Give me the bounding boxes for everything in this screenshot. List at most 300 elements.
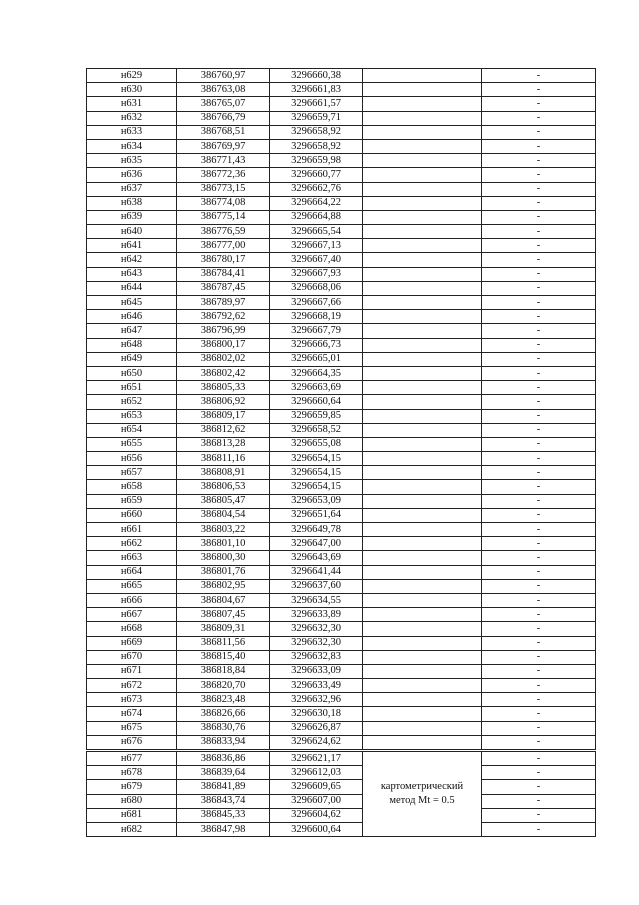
note-cell: - (482, 751, 596, 766)
method-cell (363, 523, 482, 537)
table-row (87, 452, 596, 466)
point-id-cell: н630 (87, 83, 177, 97)
method-cell (363, 154, 482, 168)
table-row (87, 154, 596, 168)
method-cell (363, 182, 482, 196)
y-coordinate-cell: 3296664,35 (270, 366, 363, 380)
x-coordinate-cell: 386845,33 (177, 808, 270, 822)
point-id-cell: н632 (87, 111, 177, 125)
method-cell (363, 423, 482, 437)
y-coordinate-cell: 3296641,44 (270, 565, 363, 579)
table-row (87, 494, 596, 508)
y-coordinate-cell: 3296633,09 (270, 664, 363, 678)
point-id-cell: н650 (87, 366, 177, 380)
point-id-cell: н660 (87, 508, 177, 522)
method-cell (363, 664, 482, 678)
y-coordinate-cell: 3296661,83 (270, 83, 363, 97)
y-coordinate-cell: 3296668,06 (270, 281, 363, 295)
method-cell (363, 766, 482, 780)
y-coordinate-cell: 3296649,78 (270, 523, 363, 537)
point-id-cell: н662 (87, 537, 177, 551)
table-row (87, 735, 596, 750)
y-coordinate-cell: 3296667,40 (270, 253, 363, 267)
method-cell (363, 97, 482, 111)
table-row (87, 111, 596, 125)
table-row (87, 707, 596, 721)
note-cell: - (482, 210, 596, 224)
x-coordinate-cell: 386811,16 (177, 452, 270, 466)
x-coordinate-cell: 386808,91 (177, 466, 270, 480)
point-id-cell: н668 (87, 622, 177, 636)
table-row (87, 822, 596, 836)
table-row (87, 437, 596, 451)
point-id-cell: н644 (87, 281, 177, 295)
point-id-cell: н639 (87, 210, 177, 224)
document-page (86, 68, 590, 837)
x-coordinate-cell: 386789,97 (177, 296, 270, 310)
table-row (87, 650, 596, 664)
note-cell: - (482, 780, 596, 794)
y-coordinate-cell: 3296660,77 (270, 168, 363, 182)
table-row (87, 239, 596, 253)
note-cell: - (482, 225, 596, 239)
method-cell (363, 735, 482, 750)
table-row (87, 551, 596, 565)
note-cell: - (482, 366, 596, 380)
point-id-cell: н653 (87, 409, 177, 423)
table-row (87, 751, 596, 766)
x-coordinate-cell: 386792,62 (177, 310, 270, 324)
table-row (87, 352, 596, 366)
point-id-cell: н678 (87, 766, 177, 780)
table-row (87, 97, 596, 111)
x-coordinate-cell: 386775,14 (177, 210, 270, 224)
method-cell (363, 551, 482, 565)
y-coordinate-cell: 3296654,15 (270, 480, 363, 494)
table-row (87, 622, 596, 636)
point-id-cell: н681 (87, 808, 177, 822)
method-cell (363, 310, 482, 324)
method-cell (363, 225, 482, 239)
y-coordinate-cell: 3296654,15 (270, 466, 363, 480)
table-row (87, 296, 596, 310)
point-id-cell: н638 (87, 196, 177, 210)
point-id-cell: н648 (87, 338, 177, 352)
method-cell (363, 168, 482, 182)
point-id-cell: н647 (87, 324, 177, 338)
note-cell: - (482, 579, 596, 593)
table-row (87, 608, 596, 622)
method-cell (363, 593, 482, 607)
table-row (87, 310, 596, 324)
table-row (87, 423, 596, 437)
table-row (87, 69, 596, 83)
x-coordinate-cell: 386800,30 (177, 551, 270, 565)
method-cell (363, 466, 482, 480)
note-cell: - (482, 338, 596, 352)
note-cell: - (482, 69, 596, 83)
note-cell: - (482, 83, 596, 97)
y-coordinate-cell: 3296660,64 (270, 395, 363, 409)
y-coordinate-cell: 3296667,13 (270, 239, 363, 253)
y-coordinate-cell: 3296637,60 (270, 579, 363, 593)
table-row (87, 210, 596, 224)
note-cell: - (482, 523, 596, 537)
x-coordinate-cell: 386763,08 (177, 83, 270, 97)
point-id-cell: н643 (87, 267, 177, 281)
y-coordinate-cell: 3296651,64 (270, 508, 363, 522)
point-id-cell: н659 (87, 494, 177, 508)
note-cell: - (482, 636, 596, 650)
table-row (87, 366, 596, 380)
table-row (87, 267, 596, 281)
note-cell: - (482, 735, 596, 750)
x-coordinate-cell: 386807,45 (177, 608, 270, 622)
x-coordinate-cell: 386772,36 (177, 168, 270, 182)
point-id-cell: н669 (87, 636, 177, 650)
y-coordinate-cell: 3296661,57 (270, 97, 363, 111)
y-coordinate-cell: 3296667,66 (270, 296, 363, 310)
table-row (87, 225, 596, 239)
method-cell (363, 679, 482, 693)
point-id-cell: н680 (87, 794, 177, 808)
note-cell: - (482, 154, 596, 168)
y-coordinate-cell: 3296658,52 (270, 423, 363, 437)
method-cell (363, 808, 482, 822)
x-coordinate-cell: 386784,41 (177, 267, 270, 281)
y-coordinate-cell: 3296659,85 (270, 409, 363, 423)
note-cell: - (482, 593, 596, 607)
x-coordinate-cell: 386809,17 (177, 409, 270, 423)
method-cell (363, 239, 482, 253)
note-cell: - (482, 664, 596, 678)
method-cell (363, 267, 482, 281)
method-cell (363, 253, 482, 267)
table-row (87, 593, 596, 607)
note-cell: - (482, 125, 596, 139)
x-coordinate-cell: 386806,53 (177, 480, 270, 494)
method-cell (363, 494, 482, 508)
method-cell (363, 352, 482, 366)
method-cell (363, 565, 482, 579)
point-id-cell: н674 (87, 707, 177, 721)
point-id-cell: н634 (87, 139, 177, 153)
x-coordinate-cell: 386776,59 (177, 225, 270, 239)
table-row (87, 579, 596, 593)
note-cell: - (482, 693, 596, 707)
method-cell (363, 210, 482, 224)
note-cell: - (482, 196, 596, 210)
table-row (87, 766, 596, 780)
point-id-cell: н666 (87, 593, 177, 607)
table-row (87, 83, 596, 97)
method-cell (363, 111, 482, 125)
table-row (87, 196, 596, 210)
point-id-cell: н649 (87, 352, 177, 366)
point-id-cell: н652 (87, 395, 177, 409)
x-coordinate-cell: 386843,74 (177, 794, 270, 808)
x-coordinate-cell: 386805,33 (177, 381, 270, 395)
note-cell: - (482, 253, 596, 267)
x-coordinate-cell: 386836,86 (177, 751, 270, 766)
x-coordinate-cell: 386768,51 (177, 125, 270, 139)
y-coordinate-cell: 3296632,30 (270, 622, 363, 636)
x-coordinate-cell: 386811,56 (177, 636, 270, 650)
point-id-cell: н631 (87, 97, 177, 111)
method-cell (363, 508, 482, 522)
y-coordinate-cell: 3296607,00 (270, 794, 363, 808)
method-cell (363, 537, 482, 551)
note-cell: - (482, 466, 596, 480)
y-coordinate-cell: 3296630,18 (270, 707, 363, 721)
method-cell (363, 608, 482, 622)
method-cell (363, 780, 482, 794)
point-id-cell: н657 (87, 466, 177, 480)
y-coordinate-cell: 3296668,19 (270, 310, 363, 324)
note-cell: - (482, 267, 596, 281)
method-text-line-1: картометрический (380, 780, 464, 792)
note-cell: - (482, 437, 596, 451)
y-coordinate-cell: 3296659,71 (270, 111, 363, 125)
method-cell (363, 721, 482, 735)
table-row (87, 679, 596, 693)
point-id-cell: н636 (87, 168, 177, 182)
y-coordinate-cell: 3296624,62 (270, 735, 363, 750)
method-cell (363, 452, 482, 466)
point-id-cell: н633 (87, 125, 177, 139)
table-row (87, 182, 596, 196)
y-coordinate-cell: 3296654,15 (270, 452, 363, 466)
point-id-cell: н642 (87, 253, 177, 267)
note-cell: - (482, 650, 596, 664)
point-id-cell: н667 (87, 608, 177, 622)
y-coordinate-cell: 3296659,98 (270, 154, 363, 168)
y-coordinate-cell: 3296634,55 (270, 593, 363, 607)
table-row (87, 508, 596, 522)
point-id-cell: н679 (87, 780, 177, 794)
y-coordinate-cell: 3296633,89 (270, 608, 363, 622)
x-coordinate-cell: 386833,94 (177, 735, 270, 750)
table-row (87, 565, 596, 579)
x-coordinate-cell: 386820,70 (177, 679, 270, 693)
note-cell: - (482, 565, 596, 579)
note-cell: - (482, 168, 596, 182)
note-cell: - (482, 423, 596, 437)
note-cell: - (482, 97, 596, 111)
note-cell: - (482, 551, 596, 565)
method-cell (363, 650, 482, 664)
method-cell (363, 69, 482, 83)
x-coordinate-cell: 386841,89 (177, 780, 270, 794)
table-row (87, 466, 596, 480)
note-cell: - (482, 111, 596, 125)
note-cell: - (482, 352, 596, 366)
point-id-cell: н673 (87, 693, 177, 707)
table-row (87, 537, 596, 551)
table-row (87, 409, 596, 423)
point-id-cell: н645 (87, 296, 177, 310)
y-coordinate-cell: 3296667,79 (270, 324, 363, 338)
note-cell: - (482, 395, 596, 409)
note-cell: - (482, 296, 596, 310)
y-coordinate-cell: 3296664,88 (270, 210, 363, 224)
note-cell: - (482, 707, 596, 721)
note-cell: - (482, 622, 596, 636)
note-cell: - (482, 494, 596, 508)
point-id-cell: н646 (87, 310, 177, 324)
note-cell: - (482, 608, 596, 622)
y-coordinate-cell: 3296658,92 (270, 125, 363, 139)
note-cell: - (482, 239, 596, 253)
table-row (87, 168, 596, 182)
point-id-cell: н641 (87, 239, 177, 253)
y-coordinate-cell: 3296633,49 (270, 679, 363, 693)
x-coordinate-cell: 386826,66 (177, 707, 270, 721)
note-cell: - (482, 324, 596, 338)
y-coordinate-cell: 3296655,08 (270, 437, 363, 451)
x-coordinate-cell: 386802,42 (177, 366, 270, 380)
point-id-cell: н677 (87, 751, 177, 766)
note-cell: - (482, 452, 596, 466)
point-id-cell: н682 (87, 822, 177, 836)
note-cell: - (482, 409, 596, 423)
y-coordinate-cell: 3296665,01 (270, 352, 363, 366)
coordinates-table (86, 68, 596, 837)
table-row (87, 721, 596, 735)
method-cell (363, 480, 482, 494)
point-id-cell: н664 (87, 565, 177, 579)
note-cell: - (482, 822, 596, 836)
y-coordinate-cell: 3296643,69 (270, 551, 363, 565)
y-coordinate-cell: 3296660,38 (270, 69, 363, 83)
point-id-cell: н671 (87, 664, 177, 678)
point-id-cell: н663 (87, 551, 177, 565)
table-row (87, 523, 596, 537)
note-cell: - (482, 679, 596, 693)
point-id-cell: н676 (87, 735, 177, 750)
method-cell (363, 707, 482, 721)
x-coordinate-cell: 386802,02 (177, 352, 270, 366)
method-cell (363, 381, 482, 395)
point-id-cell: н654 (87, 423, 177, 437)
method-cell (363, 139, 482, 153)
table-row (87, 636, 596, 650)
x-coordinate-cell: 386766,79 (177, 111, 270, 125)
y-coordinate-cell: 3296609,65 (270, 780, 363, 794)
table-row (87, 381, 596, 395)
y-coordinate-cell: 3296626,87 (270, 721, 363, 735)
table-row (87, 808, 596, 822)
y-coordinate-cell: 3296612,03 (270, 766, 363, 780)
note-cell: - (482, 537, 596, 551)
x-coordinate-cell: 386839,64 (177, 766, 270, 780)
x-coordinate-cell: 386801,10 (177, 537, 270, 551)
point-id-cell: н637 (87, 182, 177, 196)
table-row (87, 780, 596, 794)
x-coordinate-cell: 386823,48 (177, 693, 270, 707)
x-coordinate-cell: 386812,62 (177, 423, 270, 437)
note-cell: - (482, 139, 596, 153)
x-coordinate-cell: 386830,76 (177, 721, 270, 735)
method-cell (363, 338, 482, 352)
method-cell (363, 83, 482, 97)
method-text-line-2: метод Mt = 0.5 (389, 795, 455, 807)
method-cell (363, 125, 482, 139)
x-coordinate-cell: 386780,17 (177, 253, 270, 267)
table-row (87, 324, 596, 338)
y-coordinate-cell: 3296632,96 (270, 693, 363, 707)
note-cell: - (482, 381, 596, 395)
y-coordinate-cell: 3296665,54 (270, 225, 363, 239)
x-coordinate-cell: 386804,54 (177, 508, 270, 522)
table-row (87, 395, 596, 409)
table-row (87, 794, 596, 808)
x-coordinate-cell: 386760,97 (177, 69, 270, 83)
method-cell (363, 636, 482, 650)
table-row (87, 281, 596, 295)
point-id-cell: н635 (87, 154, 177, 168)
point-id-cell: н658 (87, 480, 177, 494)
method-cell (363, 296, 482, 310)
method-cell (363, 395, 482, 409)
y-coordinate-cell: 3296662,76 (270, 182, 363, 196)
note-cell: - (482, 808, 596, 822)
x-coordinate-cell: 386809,31 (177, 622, 270, 636)
point-id-cell: н661 (87, 523, 177, 537)
point-id-cell: н656 (87, 452, 177, 466)
y-coordinate-cell: 3296600,64 (270, 822, 363, 836)
point-id-cell: н640 (87, 225, 177, 239)
x-coordinate-cell: 386805,47 (177, 494, 270, 508)
y-coordinate-cell: 3296632,30 (270, 636, 363, 650)
point-id-cell: н651 (87, 381, 177, 395)
x-coordinate-cell: 386815,40 (177, 650, 270, 664)
y-coordinate-cell: 3296621,17 (270, 751, 363, 766)
x-coordinate-cell: 386774,08 (177, 196, 270, 210)
method-cell (363, 196, 482, 210)
point-id-cell: н665 (87, 579, 177, 593)
table-row (87, 664, 596, 678)
x-coordinate-cell: 386803,22 (177, 523, 270, 537)
point-id-cell: н672 (87, 679, 177, 693)
point-id-cell: н675 (87, 721, 177, 735)
y-coordinate-cell: 3296667,93 (270, 267, 363, 281)
y-coordinate-cell: 3296604,62 (270, 808, 363, 822)
method-cell (363, 693, 482, 707)
x-coordinate-cell: 386801,76 (177, 565, 270, 579)
table-row (87, 480, 596, 494)
y-coordinate-cell: 3296658,92 (270, 139, 363, 153)
y-coordinate-cell: 3296647,00 (270, 537, 363, 551)
y-coordinate-cell: 3296632,83 (270, 650, 363, 664)
x-coordinate-cell: 386777,00 (177, 239, 270, 253)
note-cell: - (482, 508, 596, 522)
method-cell (363, 794, 482, 808)
note-cell: - (482, 480, 596, 494)
point-id-cell: н629 (87, 69, 177, 83)
table-row (87, 139, 596, 153)
y-coordinate-cell: 3296653,09 (270, 494, 363, 508)
x-coordinate-cell: 386818,84 (177, 664, 270, 678)
method-cell (363, 324, 482, 338)
y-coordinate-cell: 3296666,73 (270, 338, 363, 352)
note-cell: - (482, 766, 596, 780)
coordinates-table-body (87, 69, 596, 837)
note-cell: - (482, 281, 596, 295)
note-cell: - (482, 182, 596, 196)
x-coordinate-cell: 386804,67 (177, 593, 270, 607)
method-cell (363, 822, 482, 836)
